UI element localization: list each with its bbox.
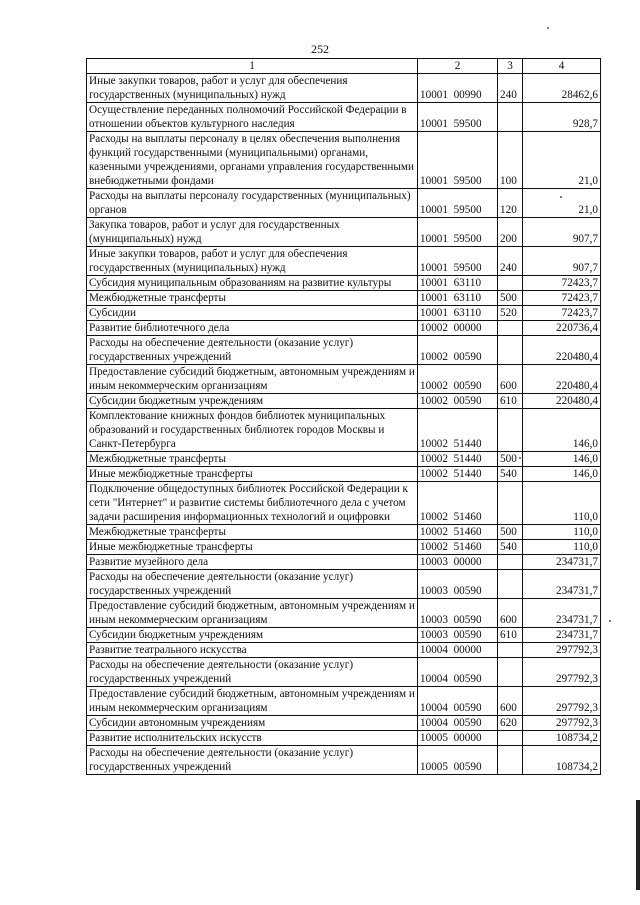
row-amount: 297792,3 [523,658,601,687]
row-amount: 108734,2 [523,731,601,746]
row-target-code: 10004 00590 [418,658,498,687]
row-amount: 928,7 [523,103,601,132]
row-expense-type: 620 [498,716,523,731]
row-expense-type [498,746,523,775]
row-expense-type [498,482,523,525]
row-target-code: 10003 00590 [418,570,498,599]
row-expense-type: 500 [498,291,523,306]
table-row [87,74,601,103]
row-target-code: 10001 00990 [418,74,498,103]
row-expense-type: 540 [498,540,523,555]
row-expense-type [498,409,523,452]
table-row [87,628,601,643]
row-amount: 297792,3 [523,643,601,658]
row-amount: 110,0 [523,482,601,525]
row-expense-type [498,555,523,570]
row-amount: 146,0 [523,409,601,452]
row-expense-type: 240 [498,74,523,103]
table-row [87,409,601,452]
row-amount: 234731,7 [523,555,601,570]
table-row [87,132,601,189]
row-target-code: 10002 51440 [418,452,498,467]
row-name: Межбюджетные трансферты [87,291,418,306]
table-row [87,746,601,775]
row-name: Подключение общедоступных библиотек Российской Федерации к сети "Интернет" и развитие системы библиотечного дела с учетом задачи расширения информационных технологий и оцифровки [87,482,418,525]
row-amount: 907,7 [523,218,601,247]
table-row [87,540,601,555]
row-name: Развитие исполнительских искусств [87,731,418,746]
row-name: Иные закупки товаров, работ и услуг для обеспечения государственных (муниципальных) нужд [87,247,418,276]
row-expense-type: 610 [498,628,523,643]
row-amount: 72423,7 [523,276,601,291]
row-target-code: 10002 51460 [418,525,498,540]
row-amount: 907,7 [523,247,601,276]
row-target-code: 10005 00590 [418,746,498,775]
row-amount: 234731,7 [523,599,601,628]
row-name: Развитие театрального искусства [87,643,418,658]
table-row [87,525,601,540]
row-target-code: 10003 00000 [418,555,498,570]
row-name: Расходы на выплаты персоналу государственных (муниципальных) органов [87,189,418,218]
row-target-code: 10002 51440 [418,467,498,482]
row-target-code: 10001 63110 [418,291,498,306]
row-expense-type: 500 [498,525,523,540]
row-target-code: 10004 00590 [418,716,498,731]
row-name: Иные межбюджетные трансферты [87,467,418,482]
row-name: Предоставление субсидий бюджетным, автономным учреждениям и иным некоммерческим организациям [87,687,418,716]
row-expense-type [498,643,523,658]
row-target-code: 10001 63110 [418,306,498,321]
row-name: Закупка товаров, работ и услуг для государственных (муниципальных) нужд [87,218,418,247]
row-target-code: 10004 00590 [418,687,498,716]
row-name: Предоставление субсидий бюджетным, автономным учреждениям и иным некоммерческим организациям [87,365,418,394]
table-row [87,643,601,658]
row-amount: 146,0 [523,452,601,467]
table-row [87,336,601,365]
scan-speck [560,196,562,198]
row-name: Межбюджетные трансферты [87,525,418,540]
row-expense-type: 600 [498,687,523,716]
row-expense-type [498,321,523,336]
row-name: Межбюджетные трансферты [87,452,418,467]
row-name: Расходы на обеспечение деятельности (оказание услуг) государственных учреждений [87,570,418,599]
table-row [87,687,601,716]
row-target-code: 10001 59500 [418,247,498,276]
row-amount: 108734,2 [523,746,601,775]
row-amount: 110,0 [523,540,601,555]
row-target-code: 10001 59500 [418,218,498,247]
column-header: 4 [523,59,601,74]
row-name: Развитие музейного дела [87,555,418,570]
row-target-code: 10002 51460 [418,540,498,555]
table-row [87,276,601,291]
row-expense-type [498,570,523,599]
table-row [87,394,601,409]
row-target-code: 10002 00590 [418,336,498,365]
row-amount: 220480,4 [523,394,601,409]
row-amount: 21,0 [523,189,601,218]
row-expense-type: 610 [498,394,523,409]
table-row [87,467,601,482]
row-expense-type: 540 [498,467,523,482]
table-row [87,570,601,599]
row-amount: 220480,4 [523,365,601,394]
scan-speck [547,27,549,29]
row-expense-type: 200 [498,218,523,247]
budget-table [86,58,601,775]
column-header: 1 [87,59,418,74]
row-target-code: 10002 51440 [418,409,498,452]
row-name: Расходы на обеспечение деятельности (оказание услуг) государственных учреждений [87,658,418,687]
row-expense-type: 500 [498,452,523,467]
table-row [87,365,601,394]
row-name: Иные межбюджетные трансферты [87,540,418,555]
row-target-code: 10002 00000 [418,321,498,336]
table-row [87,291,601,306]
row-expense-type: 240 [498,247,523,276]
scan-edge-shadow [636,800,640,890]
row-amount: 21,0 [523,132,601,189]
row-amount: 234731,7 [523,570,601,599]
row-name: Развитие библиотечного дела [87,321,418,336]
row-name: Иные закупки товаров, работ и услуг для обеспечения государственных (муниципальных) нужд [87,74,418,103]
row-expense-type: 100 [498,132,523,189]
row-target-code: 10003 00590 [418,628,498,643]
table-row [87,452,601,467]
scan-speck [609,620,611,622]
row-target-code: 10001 59500 [418,189,498,218]
row-name: Предоставление субсидий бюджетным, автономным учреждениям и иным некоммерческим организациям [87,599,418,628]
table-row [87,716,601,731]
table-header-row [87,59,601,74]
row-amount: 72423,7 [523,306,601,321]
row-amount: 220736,4 [523,321,601,336]
table-row [87,103,601,132]
row-name: Осуществление переданных полномочий Российской Федерации в отношении объектов культурного наследия [87,103,418,132]
column-header: 3 [498,59,523,74]
row-expense-type: 600 [498,365,523,394]
row-expense-type [498,336,523,365]
row-target-code: 10002 00590 [418,394,498,409]
row-amount: 110,0 [523,525,601,540]
row-name: Субсидии бюджетным учреждениям [87,628,418,643]
scan-speck [519,457,521,459]
row-target-code: 10002 00590 [418,365,498,394]
table-row [87,306,601,321]
row-name: Субсидии бюджетным учреждениям [87,394,418,409]
column-header: 2 [418,59,498,74]
row-target-code: 10001 63110 [418,276,498,291]
table-row [87,658,601,687]
table-row [87,555,601,570]
row-name: Расходы на выплаты персоналу в целях обеспечения выполнения функций государственными (муниципальными) органами, казенными учреждениями, органами управления государственными внебюджетными фондами [87,132,418,189]
row-name: Комплектование книжных фондов библиотек муниципальных образований и государственных библиотек городов Москвы и Санкт-Петербурга [87,409,418,452]
row-expense-type [498,276,523,291]
table-row [87,218,601,247]
row-name: Расходы на обеспечение деятельности (оказание услуг) государственных учреждений [87,336,418,365]
row-name: Субсидии [87,306,418,321]
table-row [87,731,601,746]
row-expense-type [498,103,523,132]
row-expense-type: 520 [498,306,523,321]
row-name: Расходы на обеспечение деятельности (оказание услуг) государственных учреждений [87,746,418,775]
row-target-code: 10001 59500 [418,103,498,132]
table-row [87,482,601,525]
row-target-code: 10001 59500 [418,132,498,189]
row-expense-type: 120 [498,189,523,218]
row-amount: 28462,6 [523,74,601,103]
row-target-code: 10003 00590 [418,599,498,628]
row-amount: 297792,3 [523,687,601,716]
table-row [87,321,601,336]
row-expense-type [498,731,523,746]
row-amount: 297792,3 [523,716,601,731]
row-target-code: 10004 00000 [418,643,498,658]
row-name: Субсидии автономным учреждениям [87,716,418,731]
table-body [87,74,601,775]
row-target-code: 10002 51460 [418,482,498,525]
row-amount: 72423,7 [523,291,601,306]
row-amount: 220480,4 [523,336,601,365]
row-amount: 234731,7 [523,628,601,643]
table-row [87,189,601,218]
table-row [87,247,601,276]
row-expense-type [498,658,523,687]
row-amount: 146,0 [523,467,601,482]
row-target-code: 10005 00000 [418,731,498,746]
page-number: 252 [311,42,329,56]
row-expense-type: 600 [498,599,523,628]
row-name: Субсидия муниципальным образованиям на развитие культуры [87,276,418,291]
table-row [87,599,601,628]
